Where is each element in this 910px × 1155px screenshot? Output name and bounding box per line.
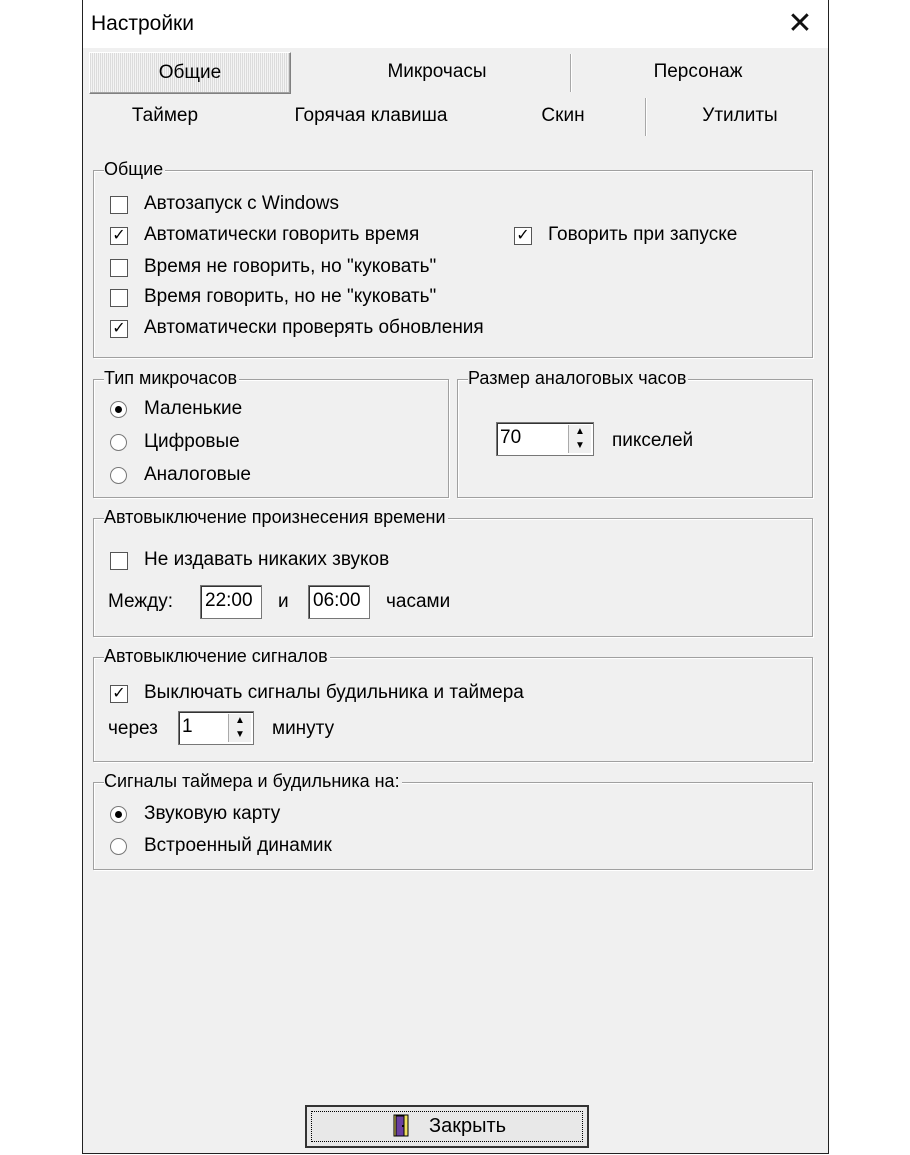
tab-utilities[interactable]: Утилиты	[702, 105, 778, 126]
pixels-label: пикселей	[612, 430, 694, 451]
time-to-input[interactable]: 06:00	[308, 585, 370, 619]
spin-down-icon[interactable]: ▼	[235, 729, 245, 740]
clock-type-legend: Тип микрочасов	[104, 368, 238, 388]
close-button[interactable]	[305, 1105, 589, 1148]
tab-row-2	[83, 96, 828, 140]
radio[interactable]	[110, 838, 127, 855]
settings-window	[82, 0, 829, 1154]
checkbox-checked[interactable]: ✓	[514, 227, 532, 245]
checkbox[interactable]	[110, 289, 128, 307]
radio-selected[interactable]	[110, 401, 127, 418]
window-title: Настройки	[91, 12, 194, 35]
checkbox[interactable]	[110, 196, 128, 214]
checkbox[interactable]	[110, 259, 128, 277]
spinner-buttons[interactable]	[568, 425, 591, 453]
signals-off-legend: Автовыключение сигналов	[104, 646, 328, 666]
minutes-label: минуту	[272, 718, 335, 739]
signals-off-group: Автовыключение сигналов ✓ Выключать сигналы будильника и таймера через 1 ▲ ▼ минуту	[93, 657, 813, 762]
tab-row-1	[83, 52, 828, 96]
checkbox[interactable]	[110, 552, 128, 570]
checkbox-checked[interactable]: ✓	[110, 320, 128, 338]
radio-selected[interactable]	[110, 806, 127, 823]
analog-size-legend: Размер аналоговых часов	[468, 368, 687, 388]
spin-down-icon[interactable]: ▼	[575, 440, 585, 451]
tab-general[interactable]: Общие	[89, 52, 291, 94]
minutes-spinner[interactable]: 1 ▲ ▼	[178, 711, 254, 745]
between-label: Между:	[108, 591, 173, 612]
tab-character[interactable]: Персонаж	[653, 61, 743, 82]
and-label: и	[278, 591, 289, 612]
general-legend: Общие	[104, 159, 164, 179]
tab-skin[interactable]: Скин	[541, 105, 585, 126]
hours-label: часами	[386, 591, 451, 612]
spinner-buttons[interactable]	[228, 714, 251, 742]
speech-off-group: Автовыключение произнесения времени Не издавать никаких звуков Между: 22:00 и 06:00 часами	[93, 518, 813, 637]
output-group: Сигналы таймера и будильника на: Звуковую карту Встроенный динамик	[93, 782, 813, 870]
analog-size-group	[457, 368, 813, 498]
analog-size-spinner[interactable]: 70 ▲ ▼	[496, 422, 594, 456]
tab-separator	[645, 98, 647, 136]
general-group: Общие Автозапуск с Windows ✓ Автоматически говорить время ✓ Говорить при запуске Время не говорить, но "куковать" Время говорить, но не "куковать" ✓ Автоматически проверять обновления	[93, 170, 813, 358]
output-legend: Сигналы таймера и будильника на:	[104, 771, 400, 791]
tab-separator	[570, 54, 572, 92]
tab-microclock[interactable]: Микрочасы	[387, 61, 487, 82]
close-icon[interactable]: ✕	[787, 7, 813, 40]
after-label: через	[108, 718, 158, 739]
spin-up-icon[interactable]: ▲	[235, 715, 245, 726]
checkbox-checked[interactable]: ✓	[110, 227, 128, 245]
tab-timer[interactable]: Таймер	[131, 105, 199, 126]
speech-off-legend: Автовыключение произнесения времени	[104, 507, 446, 527]
radio[interactable]	[110, 434, 127, 451]
door-exit-icon	[393, 1113, 411, 1137]
spin-up-icon[interactable]: ▲	[575, 426, 585, 437]
close-button-label: Закрыть	[429, 1115, 507, 1137]
time-from-input[interactable]: 22:00	[200, 585, 262, 619]
radio[interactable]	[110, 467, 127, 484]
clock-type-group: Тип микрочасов Маленькие Цифровые Аналоговые	[93, 379, 449, 498]
tab-hotkey[interactable]: Горячая клавиша	[294, 105, 448, 126]
checkbox-checked[interactable]: ✓	[110, 685, 128, 703]
title-bar	[83, 0, 828, 48]
